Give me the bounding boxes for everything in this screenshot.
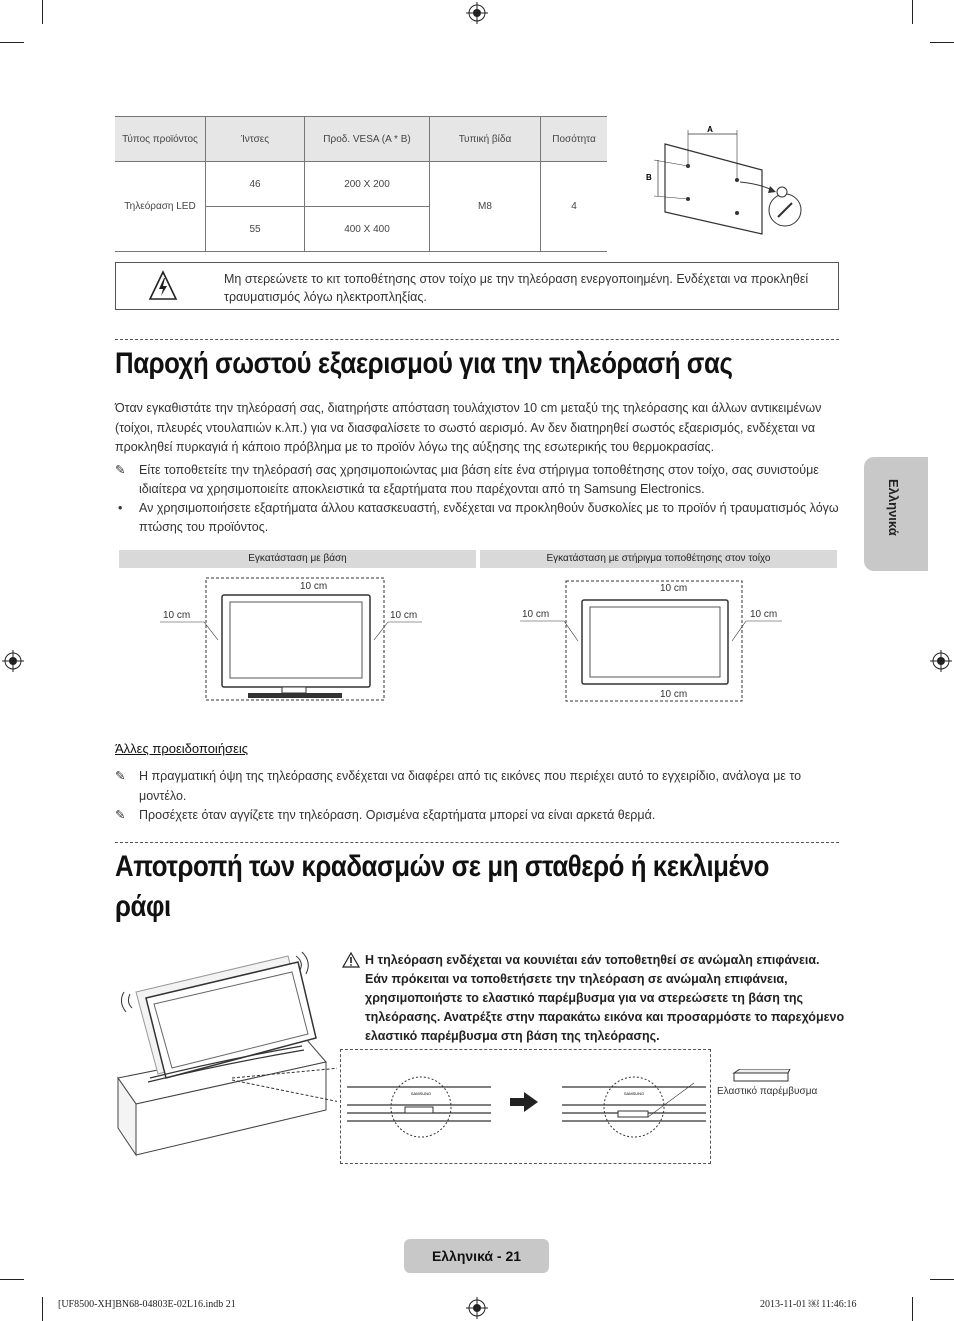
- arrow-right-icon: [508, 1090, 540, 1114]
- table-header-row: [115, 117, 607, 162]
- language-side-tab-label: Ελληνικά: [886, 479, 901, 536]
- footer-file-info: [UF8500-XH]BN68-04803E-02L16.indb 21: [58, 1299, 236, 1310]
- wall-install-caption: Εγκατάσταση με στήριγμα τοποθέτησης στον τοίχο: [480, 550, 837, 568]
- caution-triangle-icon: [342, 952, 360, 968]
- base-after-detail: [560, 1075, 710, 1160]
- dimension-label-a: A: [707, 125, 713, 134]
- registration-mark-icon: [466, 2, 488, 24]
- stand-install-caption: Εγκατάσταση με βάση: [119, 550, 476, 568]
- registration-mark-icon: [930, 650, 952, 672]
- stand-left-distance: 10 cm: [163, 610, 191, 621]
- cell-inches: 55: [206, 207, 305, 252]
- cell-product: Τηλεόραση LED: [115, 162, 206, 252]
- brand-logo: SAMSUNG: [623, 1091, 645, 1096]
- cell-vesa: 400 X 400: [305, 207, 430, 252]
- note-item: [115, 806, 840, 825]
- wobbling-tv-illustration: [112, 950, 337, 1160]
- crop-mark: [0, 1279, 24, 1280]
- stand-right-distance: 10 cm: [390, 610, 418, 621]
- note-pencil-icon: ✎: [115, 808, 126, 822]
- section-divider: [115, 339, 839, 340]
- col-header-screw: Τυπική βίδα: [430, 117, 541, 162]
- bullet-text: Αν χρησιμοποιήσετε εξαρτήματα άλλου κατασκευαστή, ενδέχεται να προκληθούν δυσκολίες με το προϊόν ή τραυματισμός λόγω πτώσης του προϊόντος.: [139, 501, 839, 534]
- col-header-product: Τύπος προϊόντος: [115, 117, 206, 162]
- dimension-label-b: B: [646, 173, 652, 182]
- crop-mark: [912, 0, 913, 24]
- cell-vesa: 200 X 200: [305, 162, 430, 207]
- crop-mark: [930, 42, 954, 43]
- section-divider: [115, 842, 839, 843]
- crop-mark: [42, 0, 43, 24]
- language-side-tab: [864, 457, 928, 571]
- crop-mark: [930, 1279, 954, 1280]
- crop-mark: [42, 1297, 43, 1321]
- note-pencil-icon: ✎: [115, 463, 126, 477]
- electric-hazard-icon: [148, 270, 178, 302]
- note-pencil-icon: ✎: [115, 769, 126, 783]
- wall-left-distance: 10 cm: [522, 609, 550, 620]
- warning-text: Μη στερεώνετε το κιτ τοποθέτησης στον τοίχο με την τηλεόραση ενεργοποιημένη. Ενδέχεται να προκληθεί τραυματισμός λόγω ηλεκτροπληξίας.: [224, 272, 809, 304]
- note-text: Προσέχετε όταν αγγίζετε την τηλεόραση. Ορισμένα εξαρτήματα μπορεί να είναι αρκετά θερμά.: [139, 808, 656, 822]
- col-header-inches: Ίντσες: [206, 117, 305, 162]
- ventilation-intro: Όταν εγκαθιστάτε την τηλεόρασή σας, διατηρήστε απόσταση τουλάχιστον 10 cm μεταξύ της τηλεόρασης και άλλων αντικειμένων (τοίχοι, πλευρές ντουλαπιών κ.λπ.) για να διασφαλίσετε το σωστό αερισμό. Αν δεν διατηρηθεί σωστός εξαερισμός, ενδέχεται να προκληθεί πυρκαγιά ή κάποιο πρόβλημα με το προϊόν λόγω της αύξησης της εσωτερικής του θερμοκρασίας.: [115, 401, 822, 454]
- section-title-stability-line1: Αποτροπή των κραδασμών σε μη σταθερό ή κεκλιμένο: [115, 850, 769, 883]
- crop-mark: [0, 42, 24, 43]
- other-warnings-heading: Άλλες προειδοποιήσεις: [115, 741, 249, 756]
- wall-bottom-distance: 10 cm: [660, 689, 688, 700]
- brand-logo: SAMSUNG: [410, 1091, 432, 1096]
- rubber-pad-icon: [730, 1069, 792, 1083]
- rubber-pad-label: Ελαστικό παρέμβυσμα: [717, 1086, 818, 1097]
- stand-top-distance: 10 cm: [300, 581, 328, 592]
- wall-right-distance: 10 cm: [750, 609, 778, 620]
- bullet-item: [115, 499, 840, 536]
- col-header-vesa: Προδ. VESA (A * B): [305, 117, 430, 162]
- note-item: [115, 767, 840, 806]
- cell-screw: M8: [430, 162, 541, 252]
- vesa-mount-diagram: [640, 122, 810, 242]
- section-title-ventilation: Παροχή σωστού εξαερισμού για την τηλεόρασή σας: [115, 347, 733, 380]
- cell-inches: 46: [206, 162, 305, 207]
- registration-mark-icon: [466, 1297, 488, 1319]
- bullet-dot: •: [118, 501, 123, 515]
- note-text: Η πραγματική όψη της τηλεόρασης ενδέχεται να διαφέρει από τις εικόνες που περιέχει αυτό το εγχειρίδιο, ανάλογα με το μοντέλο.: [139, 769, 802, 803]
- cell-quantity: 4: [541, 162, 608, 252]
- table-row: [115, 162, 607, 207]
- note-item: [115, 461, 840, 498]
- page-number: Ελληνικά - 21: [404, 1239, 549, 1273]
- registration-mark-icon: [2, 650, 24, 672]
- electric-shock-warning-box: [115, 262, 839, 310]
- base-before-detail: [345, 1075, 495, 1160]
- note-text: Είτε τοποθετείτε την τηλεόρασή σας χρησιμοποιώντας μια βάση είτε ένα στήριγμα τοποθέτησης στον τοίχο, σας συνιστούμε ιδιαίτερα να χρησιμοποιείτε αποκλειστικά τα εξαρτήματα που παρέχονται από τη Samsung Electronics.: [139, 463, 819, 496]
- wall-top-distance: 10 cm: [660, 583, 688, 594]
- col-header-quantity: Ποσότητα: [541, 117, 608, 162]
- section-title-stability-line2: ράφι: [115, 890, 171, 923]
- unstable-surface-warning: Η τηλεόραση ενδέχεται να κουνιέται εάν τοποθετηθεί σε ανώμαλη επιφάνεια. Εάν πρόκειται να τοποθετήσετε την τηλεόραση σε ανώμαλη επιφάνεια, χρησιμοποιήστε το ελαστικό παρέμβυσμα για να στερεώσετε τη βάση της τηλεόρασης. Ανατρέξτε στην παρακάτω εικόνα και προσαρμόστε το παρεχόμενο ελαστικό παρέμβυσμα στη βάση της τηλεόρασης.: [365, 953, 845, 1043]
- crop-mark: [912, 1297, 913, 1321]
- footer-timestamp: 2013-11-01 ￼ 11:46:16: [760, 1299, 857, 1310]
- vesa-spec-table: [115, 116, 607, 252]
